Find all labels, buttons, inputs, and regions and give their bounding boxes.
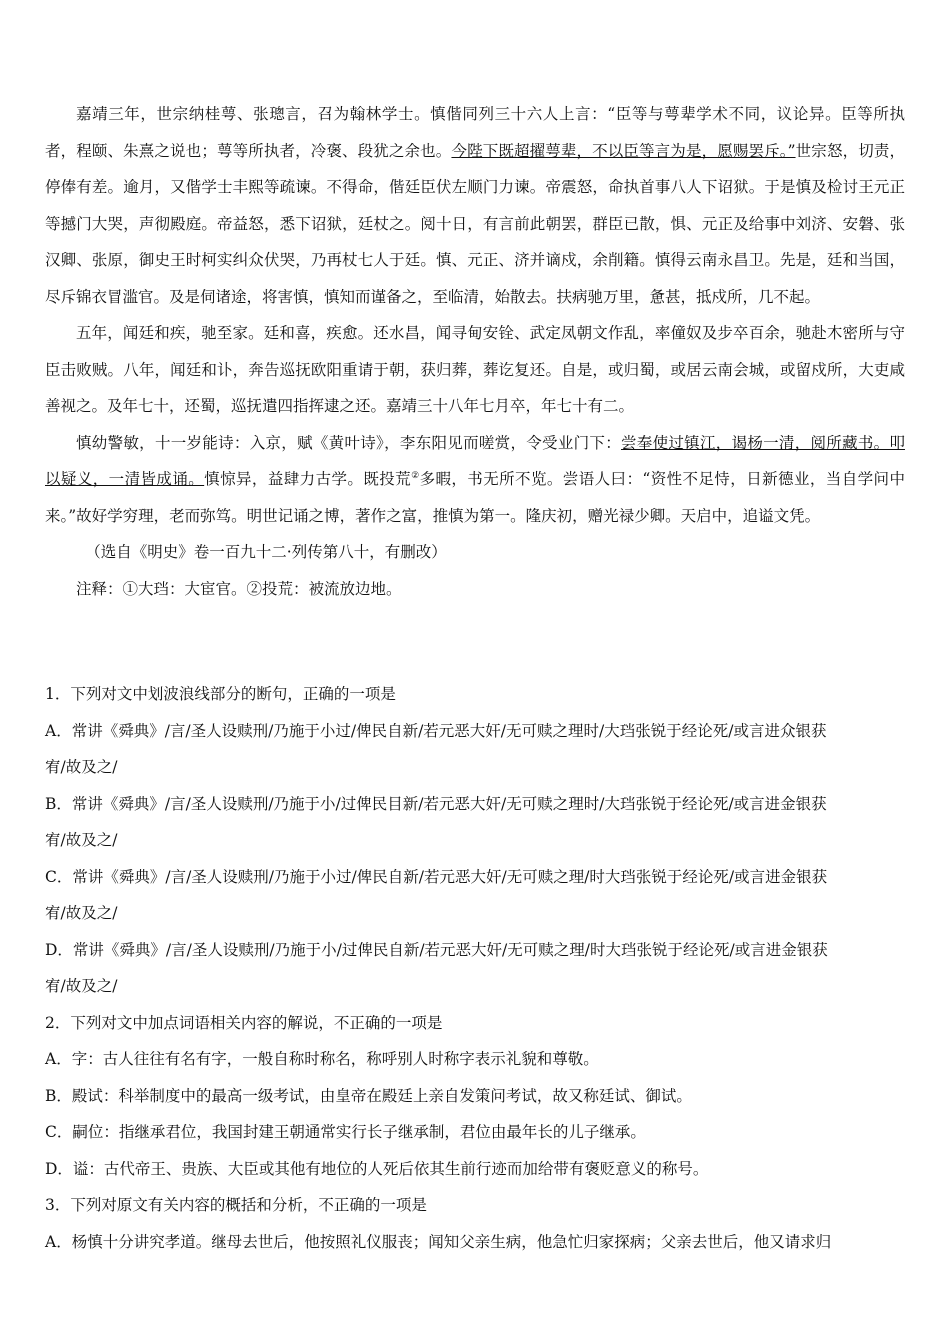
passage-paragraph-3 [45, 425, 905, 535]
question-stem: 1．下列对文中划波浪线部分的断句，正确的一项是 [45, 685, 396, 703]
underlined-sentence: 尝奉使过镇江，谒杨一清，阅所藏书。叩以疑义，一清皆成诵。 [45, 433, 905, 488]
passage-paragraph-2: 五年，闻廷和疾，驰至家。廷和喜，疾愈。还水昌，闻寻甸安铨、武定凤朝文作乱，率僮奴及步卒百余，驰赴木密所与守臣击败贼。八年，闻廷和讣，奔告巡抚欧阳重请于朝，获归葬，葬讫复还。自是，或归蜀，或居云南会城，或留戍所，大吏咸善视之。及年七十，还蜀，巡抚遣四指挥逮之还。嘉靖三十八年七月卒，年七十有二。 [45, 324, 905, 415]
option-c[interactable]: C．常讲《舜典》/言/圣人设赎刑/乃施于小过/俾民自新/若元恶大奸/无可赎之理/时大珰张锐于经论死/或言进金银获 宥/故及之/ [45, 867, 828, 922]
question-stem: 2．下列对文中加点词语相关内容的解说，不正确的一项是 [45, 1013, 443, 1032]
option-d[interactable]: D．常讲《舜典》/言/圣人设赎刑/乃施于小/过俾民自新/若元恶大奸/无可赎之理/时大珰张锐于经论死/或言进金银获 宥/故及之/ [45, 940, 828, 995]
passage-text: 世宗怒，切责，停俸有差。逾月，又偕学士丰熙等疏谏。不得命，偕廷臣伏左顺门力谏。帝震怒，命执首事八人下诏狱。于是慎及检讨王元正等撼门大哭，声彻殿庭。帝益怒，悉下诏狱，廷杖之。阅十日，有言前此朝罢，群臣已散，惧、元正及给事中刘济、安磐、张汉卿、张原，御史王时柯实纠众伏哭，乃再杖七人于廷。慎、元正、济并谪戍，余削籍。慎得云南永昌卫。先是，廷和当国，尽斥锦衣冒滥官。及是伺诸途，将害慎，慎知而谨备之，至临清，始散去。扶病驰万里，惫甚，抵戍所，几不起。 [45, 141, 905, 306]
passage [45, 96, 905, 607]
option-a[interactable]: A．字：古人往往有名有字，一般自称时称名，称呼别人时称字表示礼貌和尊敬。 [45, 1050, 599, 1068]
passage-paragraph-1 [45, 96, 905, 315]
underlined-sentence: 今陛下既超擢萼辈，不以臣等言为是，愿赐罢斥。” [451, 141, 796, 160]
option-a[interactable]: A．常讲《舜典》/言/圣人设赎刑/乃施于小过/俾民自新/若元恶大奸/无可赎之理时/大珰张锐于经论死/或言进众银获 宥/故及之/ [45, 721, 827, 776]
passage-text: 嘉靖三年，世宗纳桂萼、张璁言，召为翰林学士。慎偕同列三十六人上言：“臣等与萼辈学术不同，议论异。臣等所执者，程颐、朱熹之说也；萼等所执者，冷褒、段犹之余也。 [45, 105, 905, 160]
footnotes: 注释：①大珰：大宦官。②投荒：被流放边地。 [76, 579, 402, 598]
option-b[interactable]: B．常讲《舜典》/言/圣人设赎刑/乃施于小/过俾民目新/若元恶大奸/无可赎之理时/大珰张锐于经论死/或言进金银获 宥/故及之/ [45, 794, 827, 849]
questions [45, 676, 905, 1260]
question-2 [45, 1005, 905, 1188]
question-3 [45, 1187, 905, 1260]
question-1 [45, 676, 905, 1005]
option-a[interactable]: A．杨慎十分讲究孝道。继母去世后，他按照礼仪服丧；闻知父亲生病，他急忙归家探病；父亲去世后，他又请求归 [45, 1232, 832, 1251]
passage-text: 慎幼警敏，十一岁能诗：入京，赋《黄叶诗》，李东阳见而嗟赏，令受业门下： [76, 433, 621, 452]
source-citation: （选自《明史》卷一百九十二·列传第八十，有删改） [85, 543, 447, 561]
option-d[interactable]: D．谥：古代帝王、贵族、大臣或其他有地位的人死后依其生前行迹而加给带有褒贬意义的称号。 [45, 1159, 709, 1178]
passage-text: 慎惊异，益肆力古学。既投荒 [204, 470, 412, 488]
passage-text: 多暇，书无所不览。尝语人曰：“资性不足恃，日新德业，当自学问中来。”故好学穷理，老而弥笃。明世记诵之博，著作之富，推慎为第一。隆庆初，赠光禄少卿。天启中，追谥文凭。 [45, 470, 905, 525]
option-c[interactable]: C．嗣位：指继承君位，我国封建王朝通常实行长子继承制，君位由最年长的儿子继承。 [45, 1123, 646, 1141]
option-b[interactable]: B．殿试：科举制度中的最高一级考试，由皇帝在殿廷上亲自发策问考试，故又称廷试、御试。 [45, 1086, 692, 1105]
question-stem: 3．下列对原文有关内容的概括和分析，不正确的一项是 [45, 1196, 427, 1214]
footnote-marker: ② [411, 470, 420, 481]
